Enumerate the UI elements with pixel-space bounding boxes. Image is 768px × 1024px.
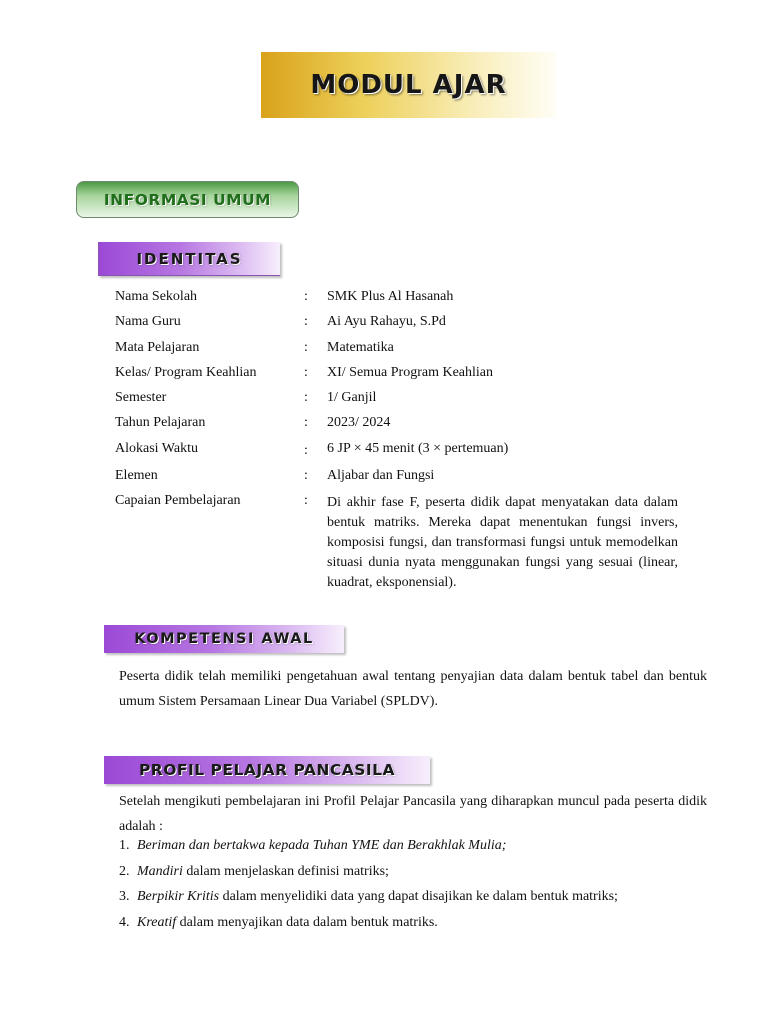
list-item-emphasis: Kreatif [137, 914, 177, 930]
identitas-label: Tahun Pelajaran [115, 415, 206, 431]
list-item [119, 889, 709, 915]
identitas-colon: : [304, 415, 308, 431]
list-item-emphasis: Mandiri [137, 863, 183, 879]
identitas-value: Ai Ayu Rahayu, S.Pd [327, 314, 446, 330]
identitas-row [115, 365, 680, 390]
identitas-row [115, 314, 680, 339]
identitas-colon: : [304, 289, 308, 304]
identitas-colon: : [304, 364, 308, 380]
list-item-emphasis: Berpikir Kritis [137, 889, 220, 904]
identitas-value: XI/ Semua Program Keahlian [327, 364, 494, 380]
list-item [119, 915, 709, 941]
identitas-colon: : [304, 442, 308, 458]
identitas-row [115, 441, 680, 468]
identitas-colon: : [304, 390, 308, 406]
identitas-label: Alokasi Waktu [115, 440, 198, 456]
identitas-colon: : [304, 467, 308, 483]
capaian-pembelajaran-text: Di akhir fase F, peserta didik dapat menyatakan data dalam bentuk matriks. Mereka dapat menentukan fungsi invers, komposisi fungsi, dan transformasi fungsi untuk memodelkan situasi dunia nyata menggunakan fungsi yang sesuai (linear, kuadrat, eksponensial). [327, 495, 678, 591]
list-item-text: dalam menyajikan data dalam bentuk matriks. [176, 914, 438, 930]
list-item-number: 2. [119, 863, 130, 879]
identitas-colon: : [304, 314, 308, 330]
identitas-label: Semester [115, 390, 167, 406]
list-item-text: dalam menjelaskan definisi matriks; [182, 863, 389, 879]
section-heading-kompetensi-awal: KOMPETENSI AWAL [104, 625, 344, 653]
identitas-value: Matematika [327, 339, 394, 355]
identitas-label: Kelas/ Program Keahlian [115, 364, 257, 380]
identitas-label: Nama Sekolah [115, 289, 198, 304]
identitas-value: Aljabar dan Fungsi [327, 467, 435, 483]
identitas-value: 6 JP × 45 menit (3 × pertemuan) [327, 440, 509, 456]
profil-intro-text: Setelah mengikuti pembelajaran ini Profil Pelajar Pancasila yang diharapkan muncul pada peserta didik adalah : [119, 794, 707, 834]
list-item-number: 1. [119, 838, 130, 853]
list-item-emphasis: Beriman dan bertakwa kepada Tuhan YME dan Berakhlak Mulia; [137, 838, 507, 853]
kompetensi-awal-text: Peserta didik telah memiliki pengetahuan awal tentang penyajian data dalam bentuk tabel dan bentuk umum Sistem Persamaan Linear Dua Variabel (SPLDV). [119, 669, 707, 709]
list-item-text: dalam menyelidiki data yang dapat disajikan ke dalam bentuk matriks; [219, 889, 618, 904]
section-heading-profil-pelajar-pancasila: PROFIL PELAJAR PANCASILA [104, 756, 430, 784]
identitas-row [115, 415, 680, 440]
identitas-value: 2023/ 2024 [327, 415, 391, 431]
identitas-row [115, 390, 680, 415]
identitas-label: Nama Guru [115, 314, 181, 330]
identitas-row [115, 340, 680, 365]
list-item [119, 864, 709, 890]
identitas-label: Capaian Pembelajaran [115, 493, 241, 509]
profil-list [119, 838, 709, 940]
identitas-row [115, 493, 680, 593]
identitas-row [115, 468, 680, 493]
identitas-label: Mata Pelajaran [115, 339, 200, 355]
identitas-colon: : [304, 339, 308, 355]
page-title: MODUL AJAR [261, 52, 556, 118]
identitas-value: SMK Plus Al Hasanah [327, 289, 454, 304]
identitas-table [115, 289, 680, 593]
identitas-value: 1/ Ganjil [327, 390, 377, 406]
section-heading-informasi-umum: INFORMASI UMUM [76, 181, 299, 218]
identitas-label: Elemen [115, 467, 158, 483]
list-item-number: 3. [119, 889, 130, 904]
list-item-number: 4. [119, 914, 130, 930]
identitas-row [115, 289, 680, 314]
list-item [119, 838, 709, 864]
section-heading-identitas: IDENTITAS [98, 242, 280, 276]
identitas-colon: : [304, 493, 308, 509]
